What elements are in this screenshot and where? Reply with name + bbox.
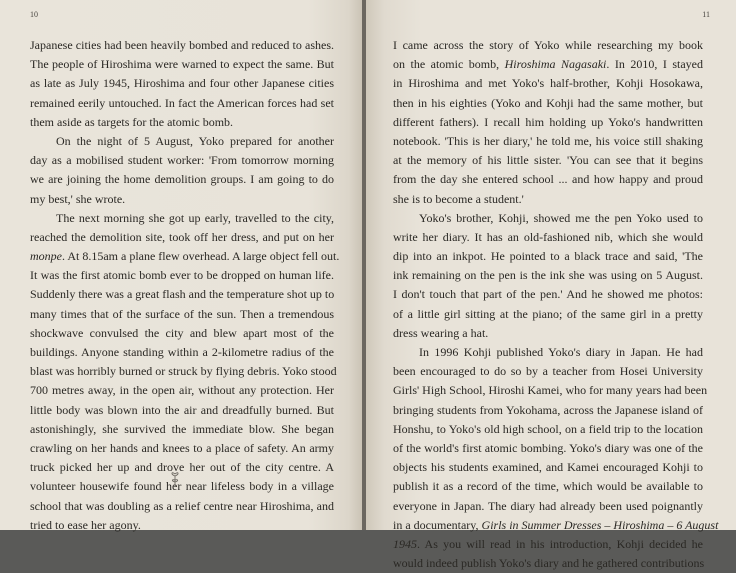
text-line: would indeed publish Yoko's diary and he gathered contributions — [393, 556, 705, 571]
text-line: them aside as targets for the atomic bomb. — [30, 114, 234, 129]
text-line: at the memory of his little sister. 'You can see that it begins — [393, 153, 703, 168]
left-page-text — [30, 36, 340, 535]
text-line: many times that of the surface of the sun. Then a tremendous — [30, 306, 334, 321]
text-line: astonishingly, she survived the immediate blow. She began — [30, 421, 334, 436]
text-line: from the day she entered school ... and how happy and proud — [393, 172, 703, 187]
text-line: Girls' High School, Hiroshi Kamei, who for many years had been — [393, 383, 708, 398]
text-line: I came across the story of Yoko while researching my book — [393, 38, 703, 52]
text-line: in a documentary, Girls in Summer Dresses – Hiroshima – 6 August — [393, 517, 719, 532]
page-number-left: 10 — [30, 10, 38, 19]
text-line: 1945. As you will read in his introduction, Kohji decided he — [393, 536, 703, 551]
text-line: everyone in Japan. The diary had already been used poignantly — [393, 498, 703, 513]
text-line: In 1996 Kohji published Yoko's diary in Japan. He had — [419, 345, 703, 359]
text-line: ink remaining on the pen is the ink she was using on 5 August. — [393, 268, 703, 283]
text-line: write her diary. It has an old-fashioned nib, which she would — [393, 229, 703, 244]
text-line: my best,' she wrote. — [30, 191, 126, 206]
flower-ornament-icon — [168, 470, 182, 488]
left-page — [0, 0, 364, 530]
text-line: dress wearing a hat. — [393, 325, 489, 340]
text-line: crawling on her hands and knees to a place of safety. An army — [30, 440, 334, 455]
text-line: Suddenly there was a great flash and the temperature shot up to — [30, 287, 335, 302]
text-line: volunteer housewife found her near lifeless body in a village — [30, 479, 334, 494]
text-line: different fathers). I recall him holding up Yoko's handwritten — [393, 114, 703, 129]
text-line: truck picked her up and drove her out of the city centre. A — [30, 460, 334, 475]
text-line: I don't touch that part of the pen.' And he showed me photos: — [393, 287, 703, 302]
text-line: monpe. At 8.15am a plane flew overhead. A large object fell out. — [30, 249, 340, 264]
text-line: reached the demolition site, took off her dress, and put on her — [30, 229, 334, 244]
text-line: day as a mobilised student worker: 'From tomorrow morning — [30, 153, 334, 168]
text-line: dip into an inkpot. He pointed to a black trace and said, 'The — [393, 249, 703, 264]
text-line: It was the first atomic bomb ever to be dropped on human life. — [30, 268, 334, 283]
text-line: The next morning she got up early, travelled to the city, — [56, 210, 334, 225]
text-line: blast was horribly burned or struck by flying debris. Yoko stood — [30, 364, 337, 379]
text-line: notebook. 'This is her diary,' he told me, his voice still shaking — [393, 133, 703, 148]
text-line: on the atomic bomb, Hiroshima Nagasaki. In 2010, I stayed — [393, 57, 704, 72]
text-line: Honshu, to Yoko's old high school, on a field trip to the location — [393, 421, 703, 436]
text-line: then in his eighties (Yoko and Kohji had the same mother, but — [393, 95, 703, 110]
text-line: bringing students from Yokohama, across the Japanese island of — [393, 402, 703, 417]
text-line: been encouraged to do so by a teacher from Hosei University — [393, 364, 703, 379]
text-line: we are joining the home demolition groups. I am going to do — [30, 172, 334, 187]
text-line: 700 metres away, in the open air, without any protection. Her — [30, 383, 334, 398]
right-page — [366, 0, 736, 571]
page-number-right: 11 — [702, 10, 710, 19]
text-line: as late as July 1945, Hiroshima and four other Japanese cities — [30, 76, 334, 91]
text-line: tried to ease her agony. — [30, 517, 141, 532]
text-line: Yoko's brother, Kohji, showed me the pen Yoko used to — [419, 210, 703, 225]
text-line: she is to become a student.' — [393, 191, 524, 206]
right-page-text — [393, 36, 719, 573]
text-line: On the night of 5 August, Yoko prepared for another — [56, 133, 334, 148]
text-line: shockwave convulsed the city and blew apart most of the — [30, 325, 334, 340]
text-line: The people of Hiroshima were warned to expect the same. But — [30, 57, 334, 72]
text-line: buildings. Anyone standing within a 2-kilometre radius of the — [30, 345, 334, 359]
text-line: school that was doubling as a relief centre near Hiroshima, and — [30, 498, 334, 513]
text-line: of a little girl sitting at the piano; of the same girl in a pretty — [393, 306, 703, 321]
text-line: in Hiroshima and met Yoko's half-brother, Kohji Hosokawa, — [393, 76, 703, 91]
text-line: Japanese cities had been heavily bombed and reduced to ashes. — [30, 38, 334, 52]
text-line: publish it as a record of the time, which would be available to — [393, 479, 703, 494]
text-line: remained eerily untouched. In fact the American forces had set — [30, 95, 334, 110]
text-line: of the world's first atomic bombing. Yoko's diary was one of the — [393, 440, 703, 455]
text-line: objects his students examined, and Kamei encouraged Kohji to — [393, 460, 703, 475]
text-line: little body was blown into the air and dreadfully burned. But — [30, 402, 334, 417]
